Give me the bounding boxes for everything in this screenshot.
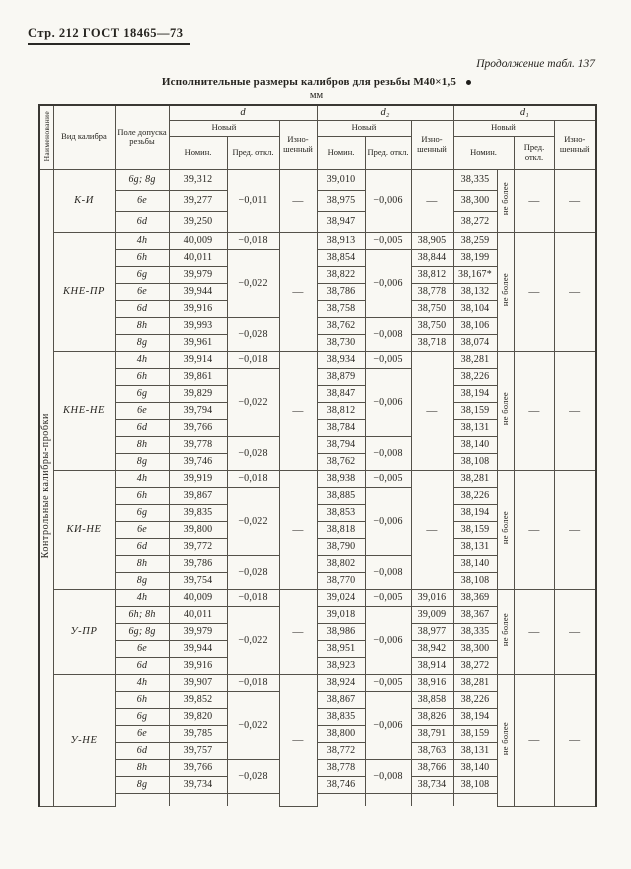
value-cell: —: [514, 169, 554, 232]
value-cell: 38,867: [317, 691, 365, 708]
value-cell: 38,108: [453, 453, 497, 470]
value-cell: 39,772: [169, 538, 227, 555]
value-cell: 39,916: [169, 300, 227, 317]
value-cell: 39,961: [169, 334, 227, 351]
value-cell: —: [411, 470, 453, 589]
column-header-deviation: Пред. откл.: [227, 136, 279, 169]
value-cell: 6h: [115, 691, 169, 708]
value-cell: 38,853: [317, 504, 365, 521]
column-header-new: Новый: [317, 120, 411, 136]
value-cell: 38,167*: [453, 266, 497, 283]
table-row: [39, 105, 596, 120]
value-cell: 38,108: [453, 572, 497, 589]
value-cell: 39,024: [317, 589, 365, 606]
value-cell: 39,010: [317, 169, 365, 190]
value-cell: 39,979: [169, 623, 227, 640]
value-cell: 39,766: [169, 759, 227, 776]
value-cell: 4h: [115, 589, 169, 606]
column-header-new: Новый: [169, 120, 279, 136]
table-row: [39, 589, 596, 606]
value-cell: −0,018: [227, 232, 279, 249]
value-cell: —: [279, 232, 317, 351]
table-row: [39, 674, 596, 691]
value-cell: 4h: [115, 674, 169, 691]
column-header-nominal: Номин.: [453, 136, 514, 169]
value-cell: 39,907: [169, 674, 227, 691]
value-cell: 38,951: [317, 640, 365, 657]
ne-bolee-note: [497, 351, 514, 470]
value-cell: 39,018: [317, 606, 365, 623]
ne-bolee-note: [497, 674, 514, 806]
value-cell: 38,885: [317, 487, 365, 504]
value-cell: 38,140: [453, 555, 497, 572]
value-cell: 39,766: [169, 419, 227, 436]
value-cell: 8g: [115, 453, 169, 470]
value-cell: 38,947: [317, 211, 365, 232]
value-cell: 39,914: [169, 351, 227, 368]
value-cell: 38,281: [453, 351, 497, 368]
value-cell: —: [514, 470, 554, 589]
value-cell: 38,226: [453, 487, 497, 504]
value-cell: 6d: [115, 419, 169, 436]
value-cell: —: [554, 169, 596, 232]
value-cell: 8h: [115, 555, 169, 572]
column-header-worn: Изно-шенный: [554, 120, 596, 169]
value-cell: 39,800: [169, 521, 227, 538]
ne-bolee-note: [497, 232, 514, 351]
value-cell: 39,786: [169, 555, 227, 572]
value-cell: —: [554, 232, 596, 351]
value-cell: 38,762: [317, 453, 365, 470]
value-cell: 38,826: [411, 708, 453, 725]
column-group-d1: d₁: [453, 105, 596, 120]
value-cell: 6h: [115, 487, 169, 504]
value-cell: —: [279, 169, 317, 232]
table-row: [39, 232, 596, 249]
value-cell: −0,022: [227, 691, 279, 759]
value-cell: 38,770: [317, 572, 365, 589]
value-cell: 38,822: [317, 266, 365, 283]
value-cell: 6e: [115, 283, 169, 300]
value-cell: 39,993: [169, 317, 227, 334]
value-cell: 6g: [115, 504, 169, 521]
value-cell: 4h: [115, 470, 169, 487]
page-header: Стр. 212 ГОСТ 18465—73: [28, 26, 190, 45]
value-cell: −0,008: [365, 555, 411, 589]
value-cell: 6e: [115, 402, 169, 419]
value-cell: 39,944: [169, 283, 227, 300]
value-cell: −0,005: [365, 674, 411, 691]
value-cell: 40,011: [169, 249, 227, 266]
value-cell: −0,022: [227, 606, 279, 674]
value-cell: —: [554, 674, 596, 806]
value-cell: 39,250: [169, 211, 227, 232]
value-cell: 39,829: [169, 385, 227, 402]
value-cell: —: [411, 351, 453, 470]
value-cell: [453, 793, 497, 806]
side-caption: [39, 169, 53, 806]
value-cell: 38,923: [317, 657, 365, 674]
value-cell: 38,259: [453, 232, 497, 249]
value-cell: 38,790: [317, 538, 365, 555]
value-cell: 38,835: [317, 708, 365, 725]
value-cell: 38,800: [317, 725, 365, 742]
value-cell: 38,942: [411, 640, 453, 657]
value-cell: 39,867: [169, 487, 227, 504]
table-continuation-note: Продолжение табл. 137: [476, 58, 595, 70]
units-label: мм: [309, 90, 324, 101]
value-cell: −0,018: [227, 589, 279, 606]
column-header-worn: Изно-шенный: [411, 120, 453, 169]
value-cell: 39,979: [169, 266, 227, 283]
value-cell: 38,140: [453, 759, 497, 776]
value-cell: 38,938: [317, 470, 365, 487]
value-cell: 38,854: [317, 249, 365, 266]
value-cell: 38,159: [453, 402, 497, 419]
value-cell: 38,159: [453, 725, 497, 742]
column-header-new: Новый: [453, 120, 554, 136]
value-cell: 38,818: [317, 521, 365, 538]
value-cell: 38,300: [453, 640, 497, 657]
value-cell: 4h: [115, 351, 169, 368]
value-cell: 4h: [115, 232, 169, 249]
value-cell: 38,281: [453, 470, 497, 487]
value-cell: 6g: [115, 708, 169, 725]
value-cell: −0,005: [365, 589, 411, 606]
value-cell: 38,226: [453, 368, 497, 385]
value-cell: 39,016: [411, 589, 453, 606]
value-cell: −0,005: [365, 232, 411, 249]
value-cell: 38,194: [453, 385, 497, 402]
value-cell: −0,008: [365, 759, 411, 793]
value-cell: 39,778: [169, 436, 227, 453]
value-cell: −0,005: [365, 470, 411, 487]
value-cell: 39,852: [169, 691, 227, 708]
value-cell: 6d: [115, 742, 169, 759]
value-cell: −0,008: [365, 317, 411, 351]
value-cell: 38,131: [453, 538, 497, 555]
value-cell: −0,006: [365, 606, 411, 674]
value-cell: 38,844: [411, 249, 453, 266]
caliber-kind: У-НЕ: [53, 674, 115, 806]
column-header-worn: Изно-шенный: [279, 120, 317, 169]
value-cell: 38,794: [317, 436, 365, 453]
caliber-kind: КНЕ-НЕ: [53, 351, 115, 470]
value-cell: 39,919: [169, 470, 227, 487]
value-cell: 39,835: [169, 504, 227, 521]
table-row: [39, 470, 596, 487]
calibers-table: [38, 104, 597, 807]
value-cell: −0,018: [227, 674, 279, 691]
value-cell: 6d: [115, 300, 169, 317]
value-cell: 39,277: [169, 190, 227, 211]
value-cell: 38,986: [317, 623, 365, 640]
value-cell: 38,131: [453, 742, 497, 759]
value-cell: 8g: [115, 572, 169, 589]
value-cell: 6e: [115, 190, 169, 211]
value-cell: —: [514, 351, 554, 470]
value-cell: —: [514, 589, 554, 674]
value-cell: 6e: [115, 521, 169, 538]
value-cell: 8g: [115, 334, 169, 351]
value-cell: —: [279, 674, 317, 806]
value-cell: 8h: [115, 317, 169, 334]
value-cell: −0,006: [365, 691, 411, 759]
value-cell: 38,750: [411, 300, 453, 317]
value-cell: 38,766: [411, 759, 453, 776]
value-cell: −0,005: [365, 351, 411, 368]
value-cell: 38,786: [317, 283, 365, 300]
ne-bolee-note-text: не более: [500, 511, 511, 545]
value-cell: 38,916: [411, 674, 453, 691]
table-title-text: Исполнительные размеры калибров для резьбы М40×1,5: [161, 76, 457, 88]
value-cell: 39,794: [169, 402, 227, 419]
value-cell: 38,772: [317, 742, 365, 759]
value-cell: 38,791: [411, 725, 453, 742]
value-cell: 38,718: [411, 334, 453, 351]
value-cell: 39,312: [169, 169, 227, 190]
value-cell: 38,758: [317, 300, 365, 317]
value-cell: 6d: [115, 538, 169, 555]
value-cell: —: [514, 674, 554, 806]
value-cell: 39,757: [169, 742, 227, 759]
ne-bolee-note-text: не более: [500, 392, 511, 426]
side-caption-text: Контрольные калибры-пробки: [40, 413, 52, 559]
column-header-kind: Вид калибра: [53, 105, 115, 169]
value-cell: —: [279, 470, 317, 589]
value-cell: 39,916: [169, 657, 227, 674]
column-header-nominal: Номин.: [169, 136, 227, 169]
value-cell: 38,746: [317, 776, 365, 793]
value-cell: 38,905: [411, 232, 453, 249]
value-cell: 39,754: [169, 572, 227, 589]
column-header-deviation: Пред. откл.: [514, 136, 554, 169]
value-cell: 38,281: [453, 674, 497, 691]
table-title: [38, 76, 595, 88]
value-cell: 38,924: [317, 674, 365, 691]
value-cell: 8h: [115, 436, 169, 453]
value-cell: 38,778: [317, 759, 365, 776]
table-row: [39, 169, 596, 190]
value-cell: —: [279, 351, 317, 470]
value-cell: 8h: [115, 759, 169, 776]
ink-speck: [466, 80, 471, 85]
value-cell: 38,784: [317, 419, 365, 436]
value-cell: 6e: [115, 640, 169, 657]
value-cell: 38,108: [453, 776, 497, 793]
value-cell: 39,734: [169, 776, 227, 793]
value-cell: 38,812: [317, 402, 365, 419]
column-header-name-text: Наименование: [41, 110, 51, 162]
value-cell: 8g: [115, 776, 169, 793]
value-cell: 38,934: [317, 351, 365, 368]
value-cell: −0,006: [365, 249, 411, 317]
value-cell: 38,975: [317, 190, 365, 211]
column-header-tolerance: Поле допуска резьбы: [115, 105, 169, 169]
value-cell: 6g: [115, 385, 169, 402]
value-cell: 38,272: [453, 211, 497, 232]
value-cell: −0,018: [227, 351, 279, 368]
column-header-nominal: Номин.: [317, 136, 365, 169]
value-cell: 38,335: [453, 623, 497, 640]
value-cell: 38,199: [453, 249, 497, 266]
column-header-deviation: Пред. откл.: [365, 136, 411, 169]
value-cell: 6e: [115, 725, 169, 742]
value-cell: 40,009: [169, 589, 227, 606]
value-cell: 38,104: [453, 300, 497, 317]
ne-bolee-note-text: не более: [500, 182, 511, 216]
ne-bolee-note-text: не более: [500, 273, 511, 307]
value-cell: −0,006: [365, 169, 411, 232]
caliber-kind: К-И: [53, 169, 115, 232]
ne-bolee-note: [497, 589, 514, 674]
ne-bolee-note: [497, 169, 514, 232]
value-cell: —: [554, 589, 596, 674]
value-cell: −0,011: [227, 169, 279, 232]
value-cell: 39,009: [411, 606, 453, 623]
ne-bolee-note-text: не более: [500, 613, 511, 647]
column-group-d: d: [169, 105, 317, 120]
value-cell: 38,847: [317, 385, 365, 402]
value-cell: 6d: [115, 657, 169, 674]
value-cell: −0,022: [227, 487, 279, 555]
value-cell: 38,226: [453, 691, 497, 708]
value-cell: 38,300: [453, 190, 497, 211]
value-cell: 6g: [115, 266, 169, 283]
value-cell: [317, 793, 365, 806]
column-header-name: [39, 105, 53, 169]
value-cell: 38,335: [453, 169, 497, 190]
value-cell: 38,272: [453, 657, 497, 674]
value-cell: 38,734: [411, 776, 453, 793]
value-cell: 39,785: [169, 725, 227, 742]
table-head: [39, 105, 596, 169]
column-group-d2: d₂: [317, 105, 453, 120]
value-cell: 38,913: [317, 232, 365, 249]
value-cell: —: [554, 470, 596, 589]
caliber-kind: КНЕ-ПР: [53, 232, 115, 351]
value-cell: 38,750: [411, 317, 453, 334]
value-cell: 6h: [115, 368, 169, 385]
caliber-kind: КИ-НЕ: [53, 470, 115, 589]
value-cell: 39,944: [169, 640, 227, 657]
value-cell: 38,194: [453, 708, 497, 725]
value-cell: [115, 793, 169, 806]
value-cell: [169, 793, 227, 806]
value-cell: 40,011: [169, 606, 227, 623]
value-cell: 38,106: [453, 317, 497, 334]
value-cell: —: [411, 169, 453, 232]
value-cell: 38,194: [453, 504, 497, 521]
value-cell: 38,858: [411, 691, 453, 708]
value-cell: 6h: [115, 249, 169, 266]
value-cell: −0,028: [227, 759, 279, 793]
value-cell: 38,762: [317, 317, 365, 334]
ne-bolee-note: [497, 470, 514, 589]
table-row: [39, 351, 596, 368]
value-cell: 39,820: [169, 708, 227, 725]
value-cell: 38,367: [453, 606, 497, 623]
value-cell: [227, 793, 279, 806]
value-cell: 6g; 8g: [115, 169, 169, 190]
value-cell: 38,802: [317, 555, 365, 572]
value-cell: 38,977: [411, 623, 453, 640]
value-cell: [411, 793, 453, 806]
value-cell: 6d: [115, 211, 169, 232]
value-cell: −0,028: [227, 555, 279, 589]
value-cell: −0,008: [365, 436, 411, 470]
value-cell: 38,132: [453, 283, 497, 300]
value-cell: 38,812: [411, 266, 453, 283]
value-cell: −0,028: [227, 317, 279, 351]
value-cell: 38,879: [317, 368, 365, 385]
value-cell: −0,022: [227, 368, 279, 436]
value-cell: —: [279, 589, 317, 674]
caliber-kind: У-ПР: [53, 589, 115, 674]
value-cell: —: [514, 232, 554, 351]
table-body: [39, 169, 596, 806]
value-cell: 38,763: [411, 742, 453, 759]
value-cell: 38,730: [317, 334, 365, 351]
value-cell: 38,131: [453, 419, 497, 436]
value-cell: 38,369: [453, 589, 497, 606]
value-cell: −0,022: [227, 249, 279, 317]
value-cell: —: [554, 351, 596, 470]
value-cell: 38,159: [453, 521, 497, 538]
value-cell: 38,140: [453, 436, 497, 453]
value-cell: 39,861: [169, 368, 227, 385]
value-cell: 38,778: [411, 283, 453, 300]
value-cell: 6g; 8g: [115, 623, 169, 640]
value-cell: [365, 793, 411, 806]
value-cell: −0,028: [227, 436, 279, 470]
value-cell: −0,006: [365, 487, 411, 555]
value-cell: 40,009: [169, 232, 227, 249]
value-cell: 38,914: [411, 657, 453, 674]
value-cell: 6h; 8h: [115, 606, 169, 623]
value-cell: −0,018: [227, 470, 279, 487]
ne-bolee-note-text: не более: [500, 721, 511, 756]
value-cell: 39,746: [169, 453, 227, 470]
value-cell: 38,074: [453, 334, 497, 351]
value-cell: −0,006: [365, 368, 411, 436]
